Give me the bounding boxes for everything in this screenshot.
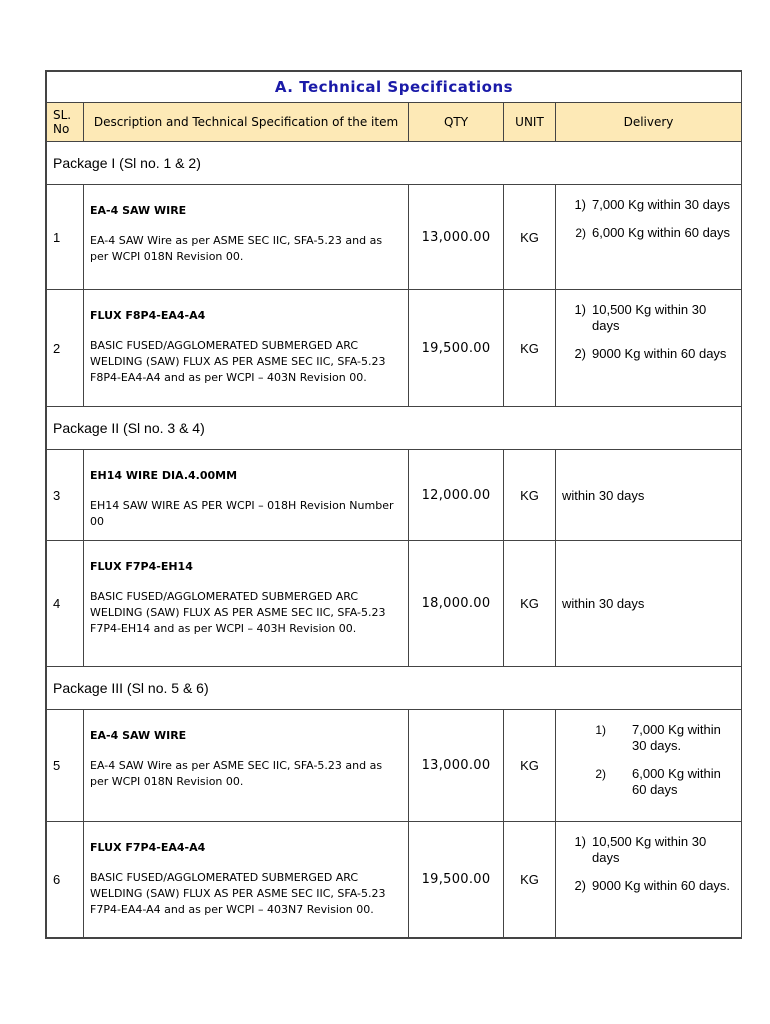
item-qty: 13,000.00 (409, 710, 504, 822)
sl-number: 6 (47, 822, 84, 938)
header-row (47, 103, 742, 142)
item-delivery (556, 710, 742, 822)
item-title: EH14 WIRE DIA.4.00MM (90, 469, 238, 482)
item-description (84, 290, 409, 407)
package-label: Package I (Sl no. 1 & 2) (47, 142, 742, 185)
header-unit: UNIT (504, 103, 556, 142)
spec-table-frame (45, 70, 742, 939)
header-description: Description and Technical Specification of the item (84, 103, 409, 142)
delivery-line: 2) 6,000 Kg within 60 days (575, 225, 731, 240)
delivery-line: 2) 9000 Kg within 60 days. (574, 878, 731, 893)
item-qty: 18,000.00 (409, 541, 504, 667)
delivery-line: 1) 10,500 Kg within 30 days (574, 302, 707, 333)
package-label: Package III (Sl no. 5 & 6) (47, 667, 742, 710)
header-qty: QTY (409, 103, 504, 142)
delivery-line: 1) 7,000 Kg within 30 days (574, 197, 731, 212)
item-spec: EA-4 SAW Wire as per ASME SEC IIC, SFA-5.23 and as per WCPI 018N Revision 00. (90, 234, 383, 263)
delivery-line: 1) 10,500 Kg within 30 days (574, 834, 707, 865)
item-title: EA-4 SAW WIRE (90, 204, 187, 217)
delivery-line: 2) 9000 Kg within 60 days (574, 346, 727, 361)
item-unit: KG (504, 541, 556, 667)
item-spec: BASIC FUSED/AGGLOMERATED SUBMERGED ARC WELDING (SAW) FLUX AS PER ASME SEC IIC, SFA-5.23 F7P4-EH14 and as per WCPI – 403H Revision 00. (90, 590, 386, 635)
item-delivery: within 30 days (556, 450, 742, 541)
item-spec: BASIC FUSED/AGGLOMERATED SUBMERGED ARC WELDING (SAW) FLUX AS PER ASME SEC IIC, SFA-5.23 F7P4-EA4-A4 and as per WCPI – 403N7 Revision 00. (90, 871, 386, 916)
item-qty: 19,500.00 (409, 290, 504, 407)
item-unit: KG (504, 290, 556, 407)
item-description (84, 450, 409, 541)
item-unit: KG (504, 185, 556, 290)
item-qty: 13,000.00 (409, 185, 504, 290)
item-title: FLUX F7P4-EH14 (90, 560, 193, 573)
header-delivery: Delivery (556, 103, 742, 142)
table-row (47, 290, 742, 407)
item-title: FLUX F8P4-EA4-A4 (90, 309, 206, 322)
delivery-line: 2) 6,000 Kg within 60 days (595, 766, 721, 797)
sl-number: 5 (47, 710, 84, 822)
item-unit: KG (504, 822, 556, 938)
item-delivery (556, 185, 742, 290)
item-unit: KG (504, 450, 556, 541)
sl-number: 1 (47, 185, 84, 290)
delivery-line: 1) 7,000 Kg within 30 days. (595, 722, 721, 753)
item-title: FLUX F7P4-EA4-A4 (90, 841, 206, 854)
table-row (47, 185, 742, 290)
item-description (84, 822, 409, 938)
item-description (84, 710, 409, 822)
item-spec: EA-4 SAW Wire as per ASME SEC IIC, SFA-5.23 and as per WCPI 018N Revision 00. (90, 759, 383, 788)
table-row (47, 822, 742, 938)
table-row (47, 450, 742, 541)
item-delivery: within 30 days (556, 541, 742, 667)
item-delivery (556, 290, 742, 407)
item-delivery (556, 822, 742, 938)
item-qty: 12,000.00 (409, 450, 504, 541)
sl-number: 3 (47, 450, 84, 541)
header-sl: SL. No (47, 103, 84, 142)
table-row (47, 710, 742, 822)
item-unit: KG (504, 710, 556, 822)
package-label: Package II (Sl no. 3 & 4) (47, 407, 742, 450)
sl-number: 4 (47, 541, 84, 667)
item-spec: EH14 SAW WIRE AS PER WCPI – 018H Revision Number 00 (90, 499, 394, 528)
sl-number: 2 (47, 290, 84, 407)
item-qty: 19,500.00 (409, 822, 504, 938)
item-description (84, 185, 409, 290)
technical-specifications-table (46, 71, 742, 938)
item-spec: BASIC FUSED/AGGLOMERATED SUBMERGED ARC WELDING (SAW) FLUX AS PER ASME SEC IIC, SFA-5.23 F8P4-EA4-A4 and as per WCPI – 403N Revision 00. (90, 339, 386, 384)
item-description (84, 541, 409, 667)
item-title: EA-4 SAW WIRE (90, 729, 187, 742)
table-row (47, 541, 742, 667)
table-title: A. Technical Specifications (47, 72, 742, 103)
